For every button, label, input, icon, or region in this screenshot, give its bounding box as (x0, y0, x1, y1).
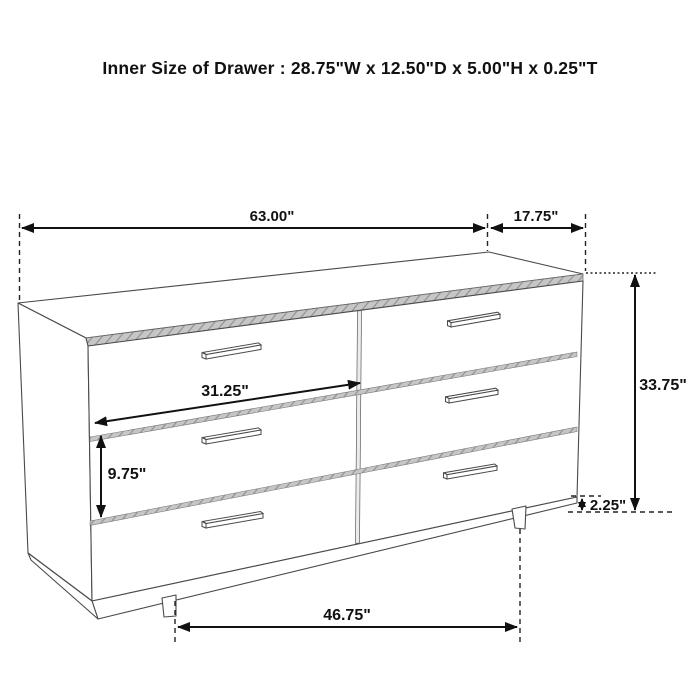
label-base-height: 2.25" (589, 497, 627, 514)
label-drawer-width: 31.25" (201, 383, 249, 400)
dresser-drawing (18, 252, 583, 619)
dimension-overall-height (568, 273, 687, 512)
label-overall-height: 33.75" (639, 377, 687, 394)
label-drawer-height: 9.75" (107, 466, 147, 483)
dresser-right-leg (512, 506, 526, 529)
label-top-width: 63.00" (249, 208, 295, 225)
dresser-left-leg (162, 595, 176, 617)
label-leg-spacing: 46.75" (323, 607, 371, 624)
label-top-depth: 17.75" (513, 208, 559, 225)
page-title: Inner Size of Drawer : 28.75"W x 12.50"D x 5.00"H x 0.25"T (102, 58, 598, 78)
